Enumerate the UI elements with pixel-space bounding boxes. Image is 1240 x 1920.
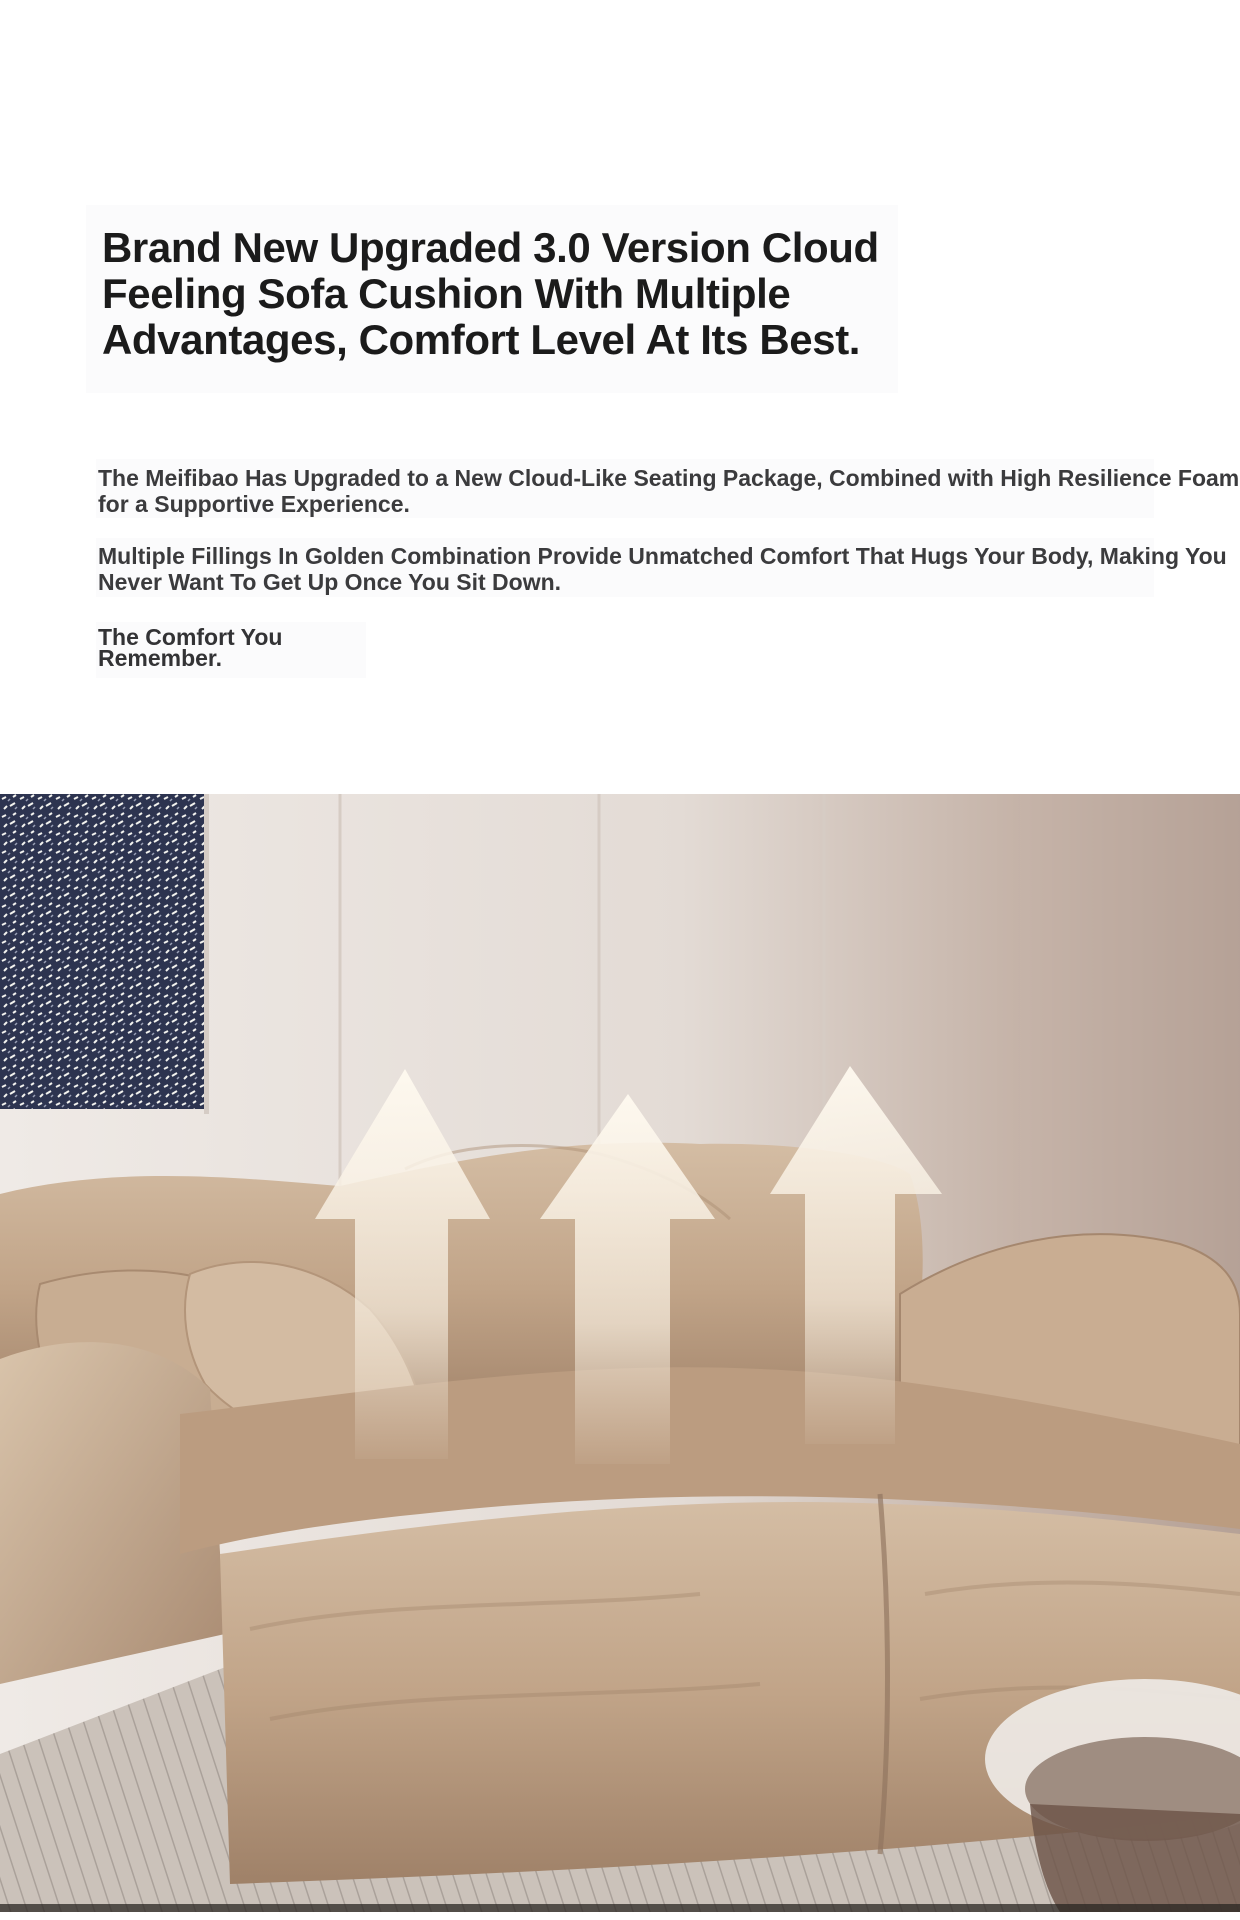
sofa-product-photo <box>0 794 1240 1912</box>
floor-shadow <box>0 1904 1240 1912</box>
comfort-label: The Comfort You Remember. <box>98 624 283 671</box>
fillings-paragraph: Multiple Fillings In Golden Combination Provide Unmatched Comfort That Hugs Your Body, Making You Never Want To Get Up Once You Sit Down. <box>98 543 1227 595</box>
coffee-table-shadow <box>1030 1804 1240 1912</box>
wall-art-edge <box>204 794 209 1114</box>
page-headline: Brand New Upgraded 3.0 Version Cloud Feeling Sofa Cushion With Multiple Advantages, Comfort Level At Its Best. <box>102 224 879 363</box>
seating-package-paragraph: The Meifibao Has Upgraded to a New Cloud-Like Seating Package, Combined with High Resilience Foam for a Supportive Experience. <box>98 465 1240 517</box>
wall-art <box>0 794 204 1109</box>
sofa-illustration <box>0 794 1240 1912</box>
